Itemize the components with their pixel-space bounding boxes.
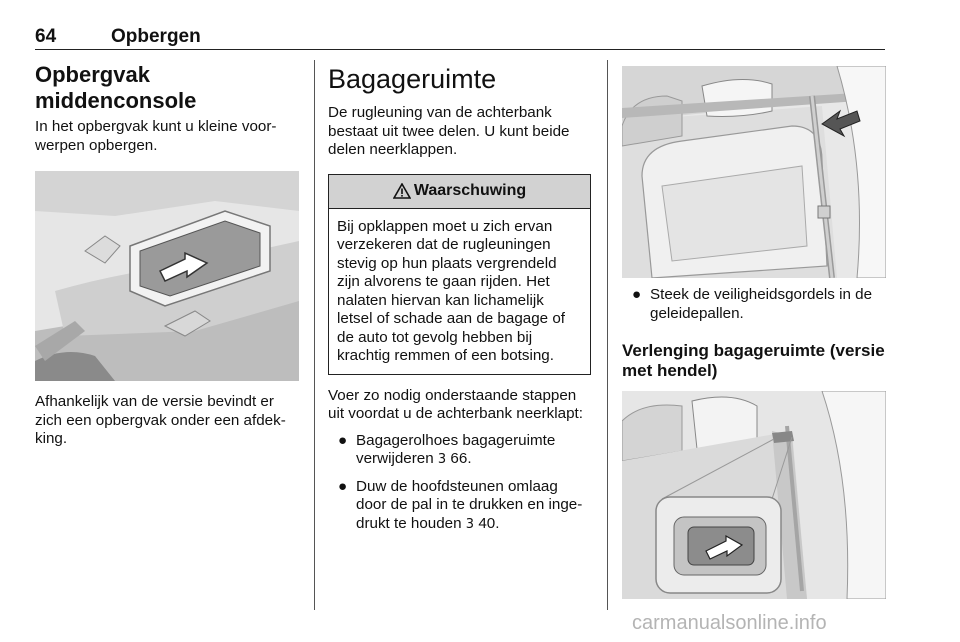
section-heading-console: Opbergvak middenconsole [35, 62, 197, 113]
column-left [35, 62, 300, 449]
page-reference[interactable]: 40. [478, 514, 500, 532]
steps-list [328, 432, 593, 535]
console-afterword: Afhankelijk van de versie bevindt er zich een opbergvak onder een afdek- king. [35, 393, 286, 447]
chapter-title: Opbergen [111, 26, 201, 47]
page-reference-icon: 3 [465, 516, 475, 532]
bullet-icon: ● [632, 286, 642, 303]
steps-intro: Voer zo nodig onderstaande stappen uit voordat u de achterbank neerklapt: [328, 386, 583, 422]
list-item: ● Duw de hoofdsteunen omlaag door de pal in te drukken en inge- drukt te houden 3 40. [338, 477, 583, 532]
list-item: ● Steek de veiligheidsgordels in de geleidepallen. [632, 286, 873, 322]
subheading-extension: Verlenging bagageruimte (versie met hendel) [622, 341, 885, 380]
page-reference[interactable]: 66. [450, 450, 472, 467]
warning-triangle-icon [393, 183, 411, 199]
bullet-icon: ● [338, 477, 348, 495]
page-reference-icon: 3 [437, 452, 447, 467]
warning-title: Waarschuwing [413, 182, 527, 199]
rear-seat-illustration [622, 66, 886, 278]
lever-illustration [622, 391, 886, 599]
column-right [622, 62, 887, 599]
console-illustration [35, 171, 299, 381]
page-number: 64 [35, 26, 57, 47]
luggage-intro: De rugleuning van de achterbank bestaat uit twee delen. U kunt beide delen neerklappen. [328, 104, 570, 158]
bullet-icon: ● [338, 431, 348, 449]
console-intro: In het opbergvak kunt u kleine voor- werpen opbergen. [35, 118, 277, 154]
console-drawing [35, 171, 299, 381]
belt-list [622, 286, 887, 323]
column-divider-2 [607, 60, 608, 610]
rear-seat-drawing [622, 66, 886, 278]
page-header [35, 22, 885, 50]
watermark: carmanualsonline.info [632, 612, 827, 634]
warning-box [328, 174, 591, 375]
column-middle [328, 62, 593, 534]
section-heading-luggage: Bagageruimte [328, 64, 497, 94]
list-item: ● Bagagerolhoes bagageruimte verwijderen 3 66. [338, 431, 556, 467]
column-divider-1 [314, 60, 315, 610]
lever-drawing [622, 391, 886, 599]
warning-header [329, 175, 590, 209]
warning-text: Bij opklappen moet u zich ervan verzekeren dat de rugleuningen stevig op hun plaats vergrendeld zijn alvorens te gaan rijden. Het nalaten hiervan kan lichamelijk letsel of schade aan de bagage of de auto tot gevolg hebben bij krachtig remmen of een botsing. [337, 217, 565, 364]
